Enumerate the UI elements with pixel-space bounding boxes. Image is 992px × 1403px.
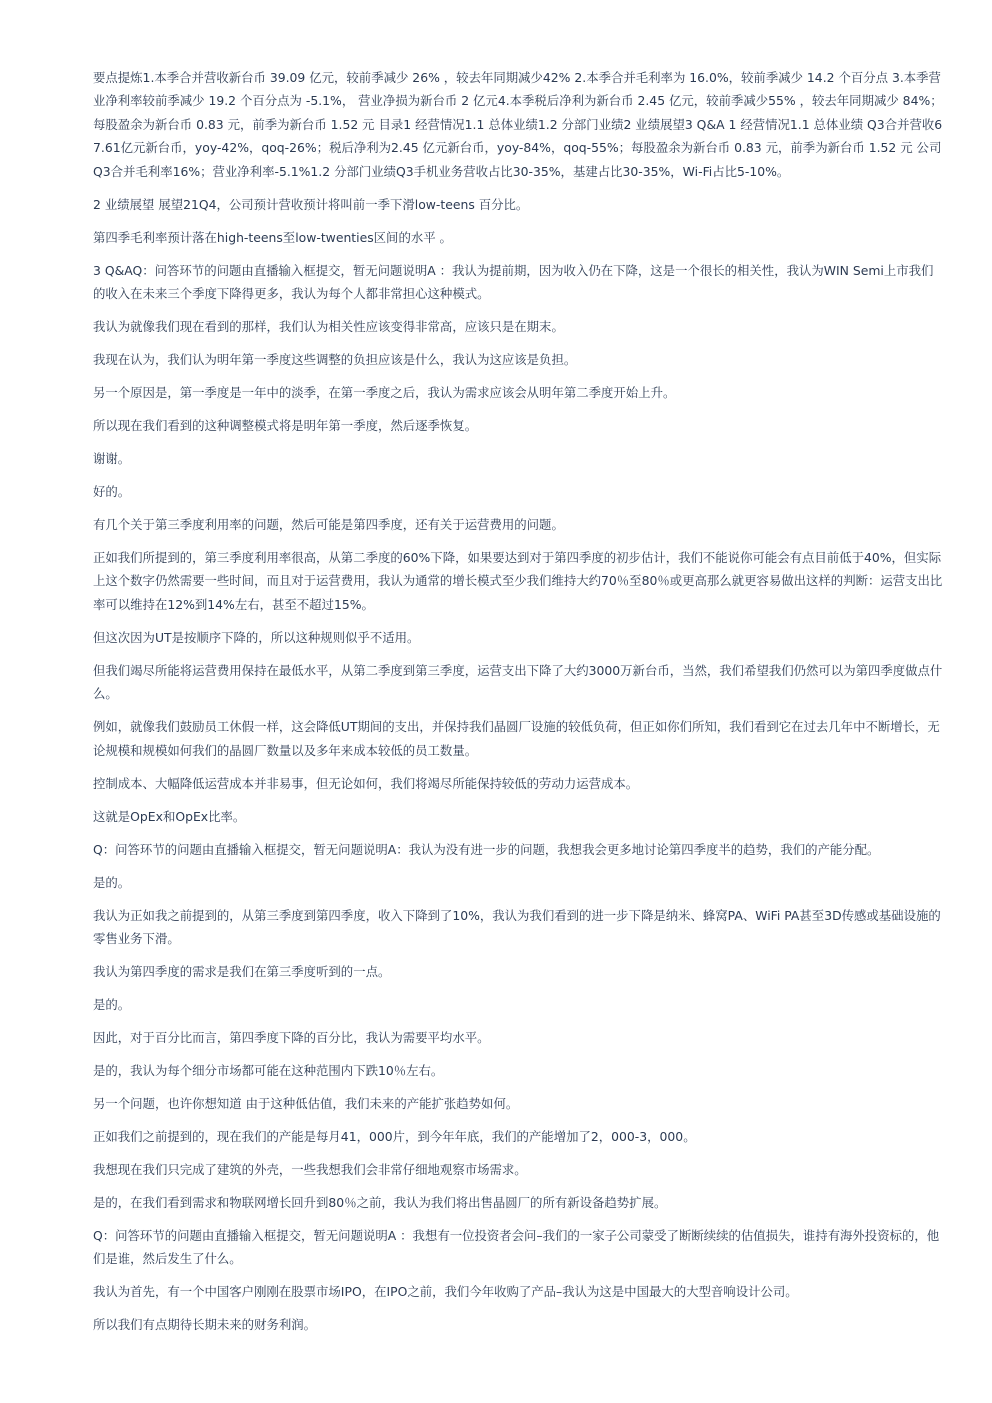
transcript-paragraph: 我想现在我们只完成了建筑的外壳，一些我想我们会非常仔细地观察市场需求。 [93, 1162, 527, 1178]
transcript-paragraph: Q：问答环节的问题由直播输入框提交，暂无问题说明A：我认为没有进一步的问题，我想我会更多地讨论第四季度半的趋势，我们的产能分配。 [93, 841, 880, 857]
transcript-paragraph: 所以我们有点期待长期未来的财务利润。 [93, 1317, 317, 1333]
transcript-paragraph: 我认为正如我之前提到的，从第三季度到第四季度，收入下降到了10%，我认为我们看到的进一步下降是纳米、蜂窝PA、WiFi PA甚至3D传感或基础设施的零售业务下滑。 [93, 907, 941, 947]
transcript-paragraph: 正如我们所提到的，第三季度利用率很高，从第二季度的60%下降，如果要达到对于第四季度的初步估计，我们不能说你可能会有点目前低于40%，但实际上这个数字仍然需要一些时间，而且对于运营费用，我认为通常的增长模式至少我们维持大约70％至80％或更高那么就更容易做出这样的判断：运营支出比率可以维持在12%到14%左右，甚至不超过15%。 [93, 550, 943, 612]
transcript-paragraph: 这就是OpEx和OpEx比率。 [93, 808, 246, 824]
transcript-paragraph: 另一个原因是，第一季度是一年中的淡季，在第一季度之后，我认为需求应该会从明年第二季度开始上升。 [93, 385, 676, 401]
transcript-paragraph: 谢谢。 [93, 451, 131, 467]
transcript-paragraph: 例如，就像我们鼓励员工休假一样，这会降低UT期间的支出，并保持我们晶圆厂设施的较低负荷，但正如你们所知，我们看到它在过去几年中不断增长，无论规模和规模如何我们的晶圆厂数量以及多年来成本较低的员工数量。 [93, 719, 940, 758]
transcript-paragraph: 有几个关于第三季度利用率的问题，然后可能是第四季度，还有关于运营费用的问题。 [93, 517, 564, 533]
transcript-paragraph: 控制成本、大幅降低运营成本并非易事，但无论如何，我们将竭尽所能保持较低的劳动力运营成本。 [93, 775, 639, 791]
transcript-paragraph: 所以现在我们看到的这种调整模式将是明年第一季度，然后逐季恢复。 [93, 418, 478, 434]
transcript-paragraph: 另一个问题，也许你想知道 由于这种低估值，我们未来的产能扩张趋势如何。 [93, 1096, 519, 1112]
qa-intro-paragraph: 3 Q&AQ：问答环节的问题由直播输入框提交，暂无问题说明A ：我认为提前期，因为收入仍在下降，这是一个很长的相关性，我认为WIN Semi上市我们的收入在未来三个季度下降得更多，我认为每个人都非常担心这种模式。 [93, 262, 934, 302]
transcript-paragraph: 我认为第四季度的需求是我们在第三季度听到的一点。 [93, 964, 391, 980]
margin-outlook-paragraph: 第四季毛利率预计落在high-teens至low-twenties区间的水平 。 [93, 229, 452, 245]
transcript-paragraph: 是的，在我们看到需求和物联网增长回升到80％之前，我认为我们将出售晶圆厂的所有新设备趋势扩展。 [93, 1195, 667, 1211]
summary-paragraph: 要点提炼1.本季合并营收新台币 39.09 亿元，较前季减少 26% ，较去年同期减少42% 2.本季合并毛利率为 16.0%，较前季减少 14.2 个百分点 3.本季营业净利率较前季减少 19.2 个百分点为 -5.1%， 营业净损为新台币 2 亿元4.本季税后净利为新台币 2.45 亿元，较前季减少55% ，较去年同期减少 84%； 每股盈余为新台币 0.83 元，前季为新台币 1.52 元 目录1 经营情况1.1 总体业绩1.2 分部门业绩2 业绩展望3 Q&A 1 经营情况1.1 总体业绩 Q3合并营收67.61亿元新台币，yoy-42%，qoq-26%；税后净利为2.45 亿元新台币，yoy-84%，qoq-55%；每股盈余为新台币 0.83 元，前季为新台币 1.52 元 公司Q3合并毛利率16%；营业净利率-5.1%1.2 分部门业绩Q3手机业务营收占比30-35%，基建占比30-35%，Wi-Fi占比5-10%。 [93, 70, 943, 179]
transcript-paragraph: 好的。 [93, 484, 131, 500]
transcript-paragraph: 正如我们之前提到的，现在我们的产能是每月41，000片，到今年年底，我们的产能增加了2，000-3，000。 [93, 1129, 696, 1145]
transcript-paragraph: 因此，对于百分比而言，第四季度下降的百分比，我认为需要平均水平。 [93, 1030, 490, 1046]
transcript-paragraph: 是的。 [93, 997, 131, 1013]
transcript-paragraph: 但这次因为UT是按顺序下降的，所以这种规则似乎不适用。 [93, 629, 420, 645]
transcript-paragraph: 但我们竭尽所能将运营费用保持在最低水平，从第二季度到第三季度，运营支出下降了大约3000万新台币，当然，我们希望我们仍然可以为第四季度做点什么。 [93, 662, 943, 702]
document-page [93, 66, 943, 1346]
transcript-paragraph: 我认为首先，有一个中国客户刚刚在股票市场IPO，在IPO之前，我们今年收购了产品–我认为这是中国最大的大型音响设计公司。 [93, 1284, 798, 1300]
transcript-paragraph: 是的。 [93, 874, 131, 890]
transcript-paragraph: 是的，我认为每个细分市场都可能在这种范围内下跌10％左右。 [93, 1063, 444, 1079]
transcript-paragraph: 我现在认为，我们认为明年第一季度这些调整的负担应该是什么，我认为这应该是负担。 [93, 352, 577, 368]
transcript-paragraph: Q：问答环节的问题由直播输入框提交，暂无问题说明A ：我想有一位投资者会问–我们的一家子公司蒙受了断断续续的估值损失，谁持有海外投资标的，他们是谁，然后发生了什么。 [93, 1228, 940, 1267]
transcript-paragraph: 我认为就像我们现在看到的那样，我们认为相关性应该变得非常高，应该只是在期末。 [93, 319, 564, 335]
outlook-paragraph: 2 业绩展望 展望21Q4，公司预计营收预计将叫前一季下滑low-teens 百分比。 [93, 196, 529, 212]
